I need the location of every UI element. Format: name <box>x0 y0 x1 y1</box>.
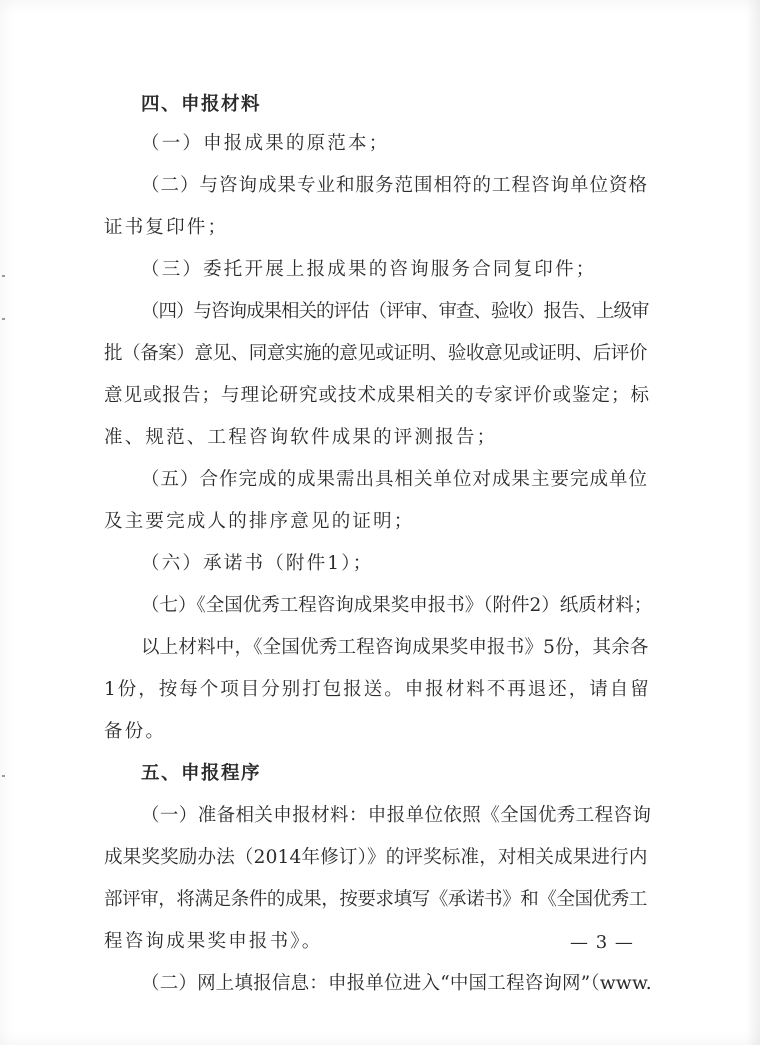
paragraph-line: 证书复印件； <box>104 217 229 238</box>
section-heading: 四、申报材料 <box>141 94 262 115</box>
paragraph-line: 及主要完成人的排序意见的证明； <box>104 511 415 532</box>
paragraph-line: （二）与咨询成果专业和服务范围相符的工程咨询单位资格 <box>141 175 649 196</box>
paragraph-line: （二）网上填报信息：申报单位进入“中国工程咨询网”（www. <box>141 973 652 994</box>
paragraph-line: 部评审，将满足条件的成果，按要求填写《承诺书》和《全国优秀工 <box>104 889 648 910</box>
section-heading: 五、申报程序 <box>141 763 262 784</box>
paragraph-line: 批（备案）意见、同意实施的意见或证明、验收意见或证明、后评价 <box>104 343 648 364</box>
paragraph-line: （四）与咨询成果相关的评估（评审、审查、验收）报告、上级审 <box>141 301 649 322</box>
page-number: — 3 — <box>570 932 634 953</box>
paragraph-line: 意见或报告；与理论研究或技术成果相关的专家评价或鉴定；标 <box>104 385 651 406</box>
paragraph-line: 准、规范、工程咨询软件成果的评测报告； <box>104 427 498 448</box>
paragraph-line: （三）委托开展上报成果的咨询服务合同复印件； <box>141 259 597 280</box>
scan-artifact <box>2 275 5 277</box>
paragraph-line: （六）承诺书（附件1）； <box>141 553 374 574</box>
scan-edge-shadow <box>746 0 760 1045</box>
paragraph-line: 程咨询成果奖申报书》。 <box>104 931 323 952</box>
scan-artifact <box>2 775 5 777</box>
paragraph-line: 成果奖奖励办法（2014年修订）》的评奖标准，对相关成果进行内 <box>104 847 648 868</box>
paragraph-line: （七）《全国优秀工程咨询成果奖申报书》（附件2）纸质材料； <box>141 595 653 616</box>
scan-artifact <box>2 318 5 320</box>
paragraph-line: （五）合作完成的成果需出具相关单位对成果主要完成单位 <box>141 469 649 490</box>
paragraph-line: 以上材料中，《全国优秀工程咨询成果奖申报书》5份，其余各 <box>141 637 649 658</box>
paragraph-line: （一）申报成果的原范本； <box>141 133 390 154</box>
paragraph-line: 1份，按每个项目分别打包报送。申报材料不再退还，请自留 <box>104 679 651 700</box>
paragraph-line: （一）准备相关申报材料：申报单位依照《全国优秀工程咨询 <box>141 805 652 826</box>
paragraph-line: 备份。 <box>104 721 167 742</box>
